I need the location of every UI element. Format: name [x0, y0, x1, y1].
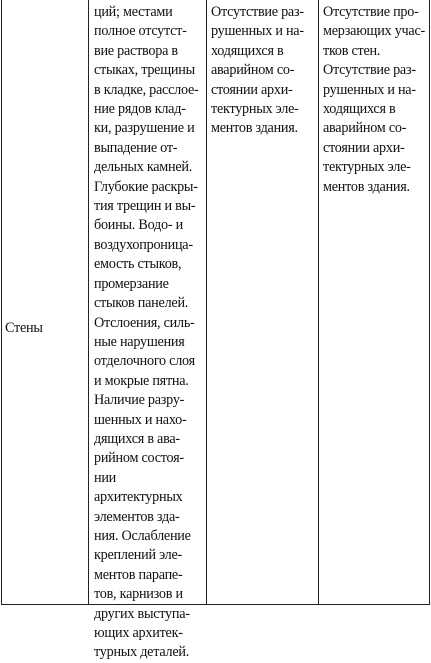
- requirements-text-2: Отсутствие про- мерзающих учас- тков стен. Отсутствие раз- рушенных и на- ходящихся в аварийном со- стоянии архи- тектурных эле- ментов здания.: [323, 4, 425, 195]
- requirements-cell-1: [207, 0, 319, 604]
- requirements-cell-2: [319, 0, 430, 604]
- element-name-text: Стены: [5, 320, 43, 336]
- requirements-text-1: Отсутствие раз- рушенных и на- ходящихся в аварийном со- стоянии архи- тектурных эле- ментов здания.: [211, 4, 304, 137]
- walls-table: [1, 0, 430, 661]
- defect-signs-cell: [89, 0, 207, 661]
- element-name-cell: [2, 0, 89, 604]
- defect-signs-text: ций; местами полное отсутст- вие раствора в стыках, трещины в кладке, расслое- ние рядов клад- ки, разрушение и выпадение от- дельных камней. Глубокие раскры- тия трещин и вы- боины. Водо- и воздухопроница- емость стыков, промерзание стыков панелей. Отслоения, силь- ные нарушения отделочного слоя и мокрые пятна. Наличие разру- шенных и нахо- дящихся в ава- рийном состоя- нии архитектурных элементов зда- ния. Ослабление креплений эле- ментов парапе- тов, карнизов и других выступа- ющих архитек- турных деталей.: [94, 4, 199, 661]
